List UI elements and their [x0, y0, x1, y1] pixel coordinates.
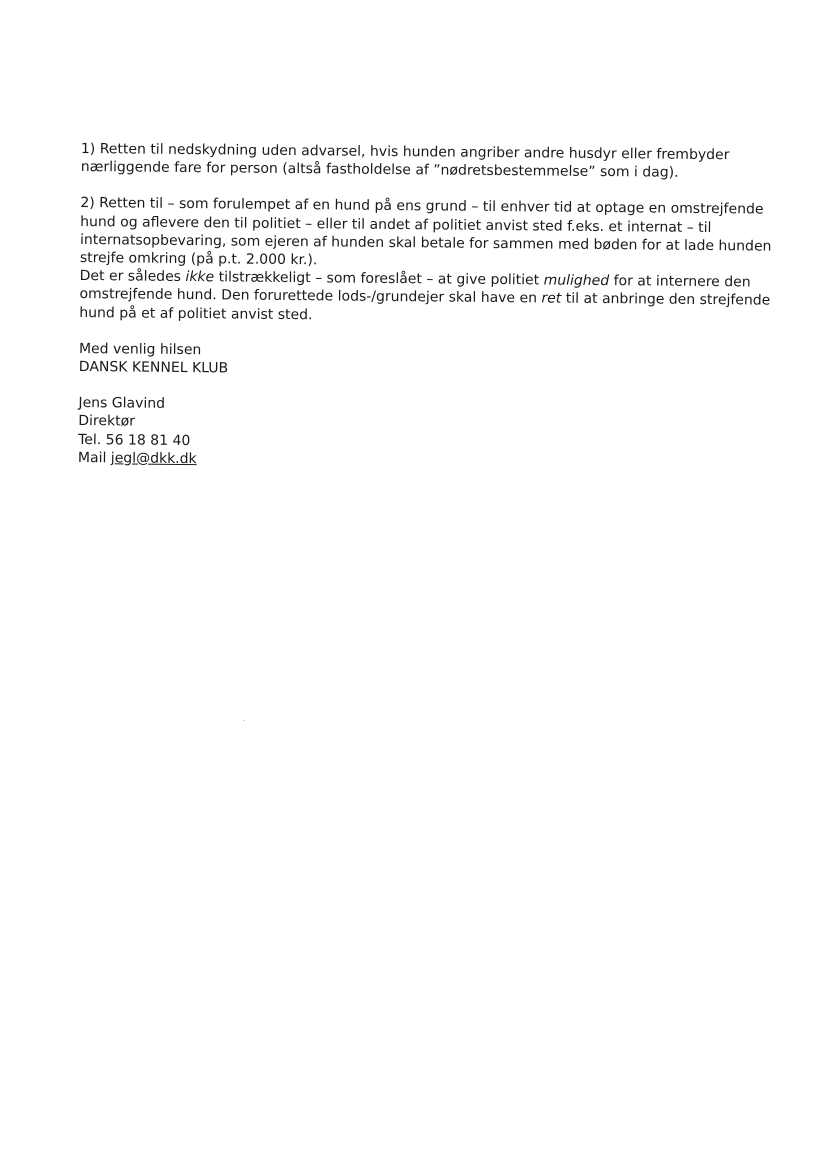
paragraph-2-line-2: hund og aflevere den til politiet – eller til andet af politiet anvist sted f.eks. et internat – til	[80, 213, 712, 236]
paragraph-3-line-2-text-a: omstrejfende hund. Den forurettede lods-/grundejer skal have en	[79, 286, 542, 307]
paragraph-3-line-3: hund på et af politiet anvist sted.	[79, 304, 313, 323]
scan-speck	[243, 720, 245, 721]
paragraph-1-line-1: 1) Retten til nedskydning uden advarsel, hvis hunden angriber andre husdyr eller frembyder	[80, 140, 730, 164]
paragraph-1	[81, 140, 751, 183]
email-link[interactable]: jegl@dkk.dk	[110, 450, 197, 467]
emphasis-ret: ret	[541, 290, 562, 308]
paragraph-3	[79, 267, 771, 328]
paragraph-3-line-1-text-c: for at internere den	[609, 273, 751, 291]
closing-organization: DANSK KENNEL KLUB	[78, 359, 229, 377]
paragraph-3-line-2-text-b: til at anbringe den strejfende	[561, 291, 771, 310]
paragraph-2-line-4: strejfe omkring (på p.t. 2.000 kr.).	[79, 250, 318, 269]
signature-title: Direktør	[78, 413, 136, 430]
signature-block	[78, 394, 749, 473]
paragraph-2-line-1: 2) Retten til – som forulempet af en hund på ens grund – til enhver tid at optage en omstrejfende	[80, 195, 764, 218]
closing-block	[79, 340, 749, 383]
paragraph-2	[79, 194, 772, 273]
letter-body	[77, 140, 772, 473]
paragraph-3-line-1-text-b: tilstrækkeligt – som foreslået – at give politiet	[214, 269, 544, 289]
emphasis-mulighed: mulighed	[543, 272, 610, 290]
signature-phone: Tel. 56 18 81 40	[78, 431, 191, 449]
paragraph-2-line-3: internatsopbevaring, som ejeren af hunden skal betale for sammen med bøden for at lade hunden	[79, 231, 772, 255]
paragraph-3-line-1-text-a: Det er således	[79, 268, 186, 286]
paragraph-1-line-2: nærliggende fare for person (altså fastholdelse af ”nødretsbestemmelse” som i dag).	[80, 159, 679, 181]
closing-greeting: Med venlig hilsen	[78, 340, 202, 358]
emphasis-ikke: ikke	[185, 269, 215, 286]
signature-name: Jens Glavind	[78, 395, 166, 413]
signature-mail-label: Mail	[77, 449, 111, 467]
